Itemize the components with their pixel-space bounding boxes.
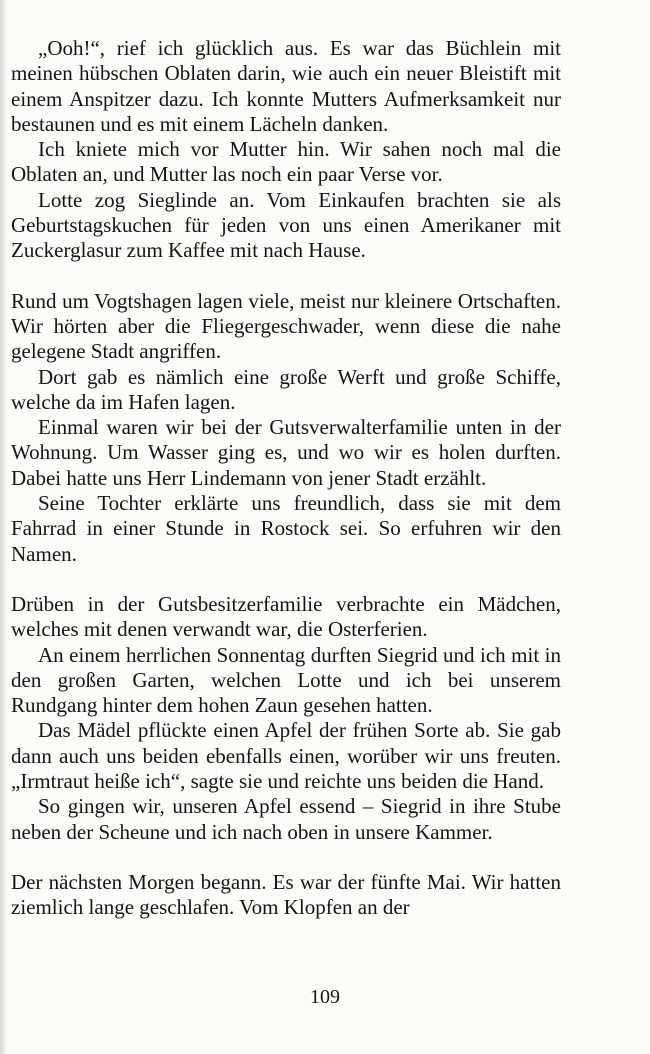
paragraph: Drüben in der Gutsbesitzerfamilie verbrachte ein Mädchen, welches mit denen verwandt war, die Osterferien. <box>11 591 561 642</box>
paragraph: An einem herrlichen Sonnentag durften Siegrid und ich mit in den großen Garten, welchen Lotte und ich bei unserem Rundgang hinter dem hohen Zaun gesehen hatten. <box>11 642 561 718</box>
paragraph: Ich kniete mich vor Mutter hin. Wir sahen noch mal die Oblaten an, und Mutter las noch ein paar Verse vor. <box>11 137 561 187</box>
page-binding-edge <box>0 0 8 1054</box>
paragraph: Das Mädel pflückte einen Apfel der frühen Sorte ab. Sie gab dann auch uns beiden ebenfalls einen, worüber wir uns freuten. „Irmtraut heiße ich“, sagte sie und reichte uns beiden die Hand. <box>11 718 561 794</box>
section-break <box>11 264 561 289</box>
paragraph: Lotte zog Sieglinde an. Vom Einkaufen brachten sie als Geburtstagskuchen für jeden von uns einen Amerikaner mit Zuckerglasur zum Kaffee mit nach Hause. <box>11 187 561 263</box>
paragraph: „Ooh!“, rief ich glücklich aus. Es war das Büchlein mit meinen hübschen Oblaten darin, wie auch ein neuer Bleistift mit einem Anspitzer dazu. Ich konnte Mutters Aufmerksamkeit nur bestaunen und es mit einem Lächeln danken. <box>11 36 561 136</box>
body-text <box>11 36 561 921</box>
paragraph: Seine Tochter erklärte uns freundlich, dass sie mit dem Fahrrad in einer Stunde in Rostock sei. So erfuhren wir den Namen. <box>11 491 561 566</box>
page-number: 109 <box>310 986 340 1008</box>
section-break <box>11 567 561 592</box>
paragraph: So gingen wir, unseren Apfel essend – Siegrid in ihre Stube neben der Scheune und ich nach oben in unsere Kammer. <box>11 794 561 844</box>
paragraph: Einmal waren wir bei der Gutsverwalterfamilie unten in der Wohnung. Um Wasser ging es, und wo wir es holen durften. Dabei hatte uns Herr Lindemann von jener Stadt erzählt. <box>11 415 561 490</box>
section-break <box>11 845 561 870</box>
paragraph: Dort gab es nämlich eine große Werft und große Schiffe, welche da im Hafen lagen. <box>11 364 561 414</box>
paragraph: Rund um Vogtshagen lagen viele, meist nur kleinere Ortschaften. Wir hörten aber die Fliegergeschwader, wenn diese die nahe gelegene Stadt angriffen. <box>11 288 561 364</box>
paragraph: Der nächsten Morgen begann. Es war der fünfte Mai. Wir hatten ziemlich lange geschlafen. Vom Klopfen an der <box>11 869 561 920</box>
